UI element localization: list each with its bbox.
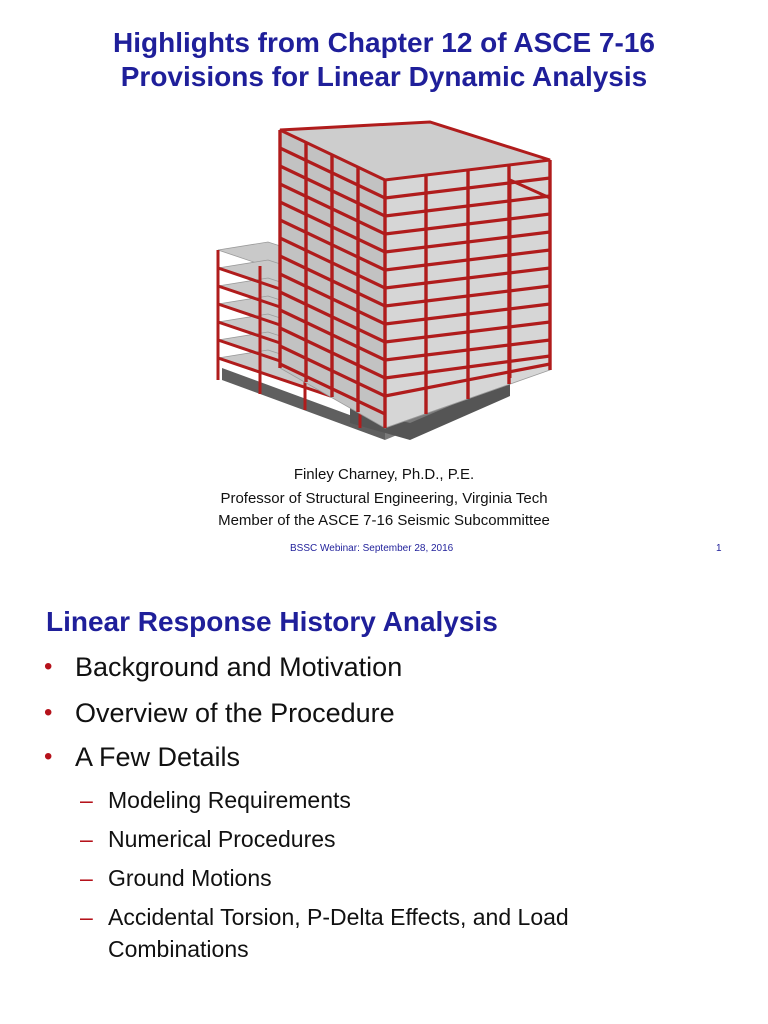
- sub-bullet-text: Accidental Torsion, P-Delta Effects, and Load: [108, 904, 569, 930]
- bullet-text: Overview of the Procedure: [75, 698, 395, 728]
- author-name: Finley Charney, Ph.D., P.E.: [293, 466, 475, 483]
- slide-footer: BSSC Webinar: September 28, 2016: [290, 543, 454, 554]
- sub-bullet-text: Ground Motions: [108, 865, 272, 891]
- bullet-marker: •: [44, 699, 53, 726]
- slide-2: [0, 572, 768, 1024]
- sub-bullet-continuation: Combinations: [108, 936, 249, 962]
- sub-bullet-marker: –: [80, 826, 93, 852]
- author-membership: Member of the ASCE 7-16 Seismic Subcommittee: [218, 512, 550, 529]
- sub-bullet-marker: –: [80, 787, 93, 813]
- sub-bullet-marker: –: [80, 904, 93, 930]
- bullet-text: A Few Details: [75, 742, 241, 772]
- author-position: Professor of Structural Engineering, Virginia Tech: [220, 490, 548, 507]
- sub-bullet-text: Numerical Procedures: [108, 826, 336, 852]
- slide-2-title: Linear Response History Analysis: [46, 606, 498, 637]
- slide-title-line-1: Highlights from Chapter 12 of ASCE 7-16: [113, 27, 655, 58]
- bullet-marker: •: [44, 743, 53, 770]
- bullet-text: Background and Motivation: [75, 652, 403, 682]
- bullet-marker: •: [44, 653, 53, 680]
- slide-title-line-2: Provisions for Linear Dynamic Analysis: [120, 61, 648, 92]
- page-number: 1: [716, 543, 722, 554]
- sub-bullet-text: Modeling Requirements: [108, 787, 351, 813]
- sub-bullet-marker: –: [80, 865, 93, 891]
- building-frame-figure: [210, 118, 570, 448]
